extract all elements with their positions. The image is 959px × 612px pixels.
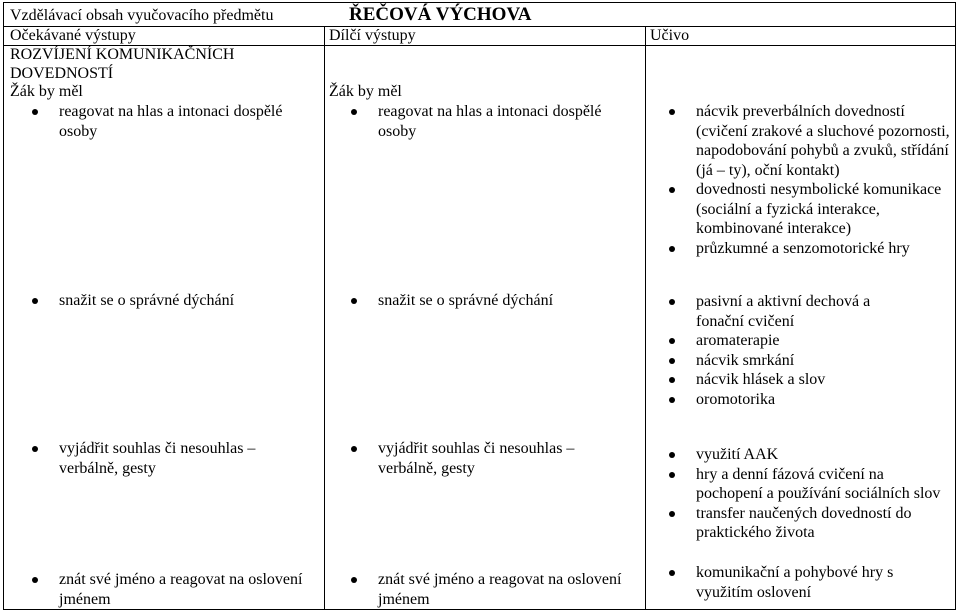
list-item: pasivní a aktivní dechová a fonační cvičení <box>669 292 919 331</box>
list-item: reagovat na hlas a intonaci dospělé osoby <box>32 102 312 142</box>
column-header-partial: Dílčí výstupy <box>329 27 416 44</box>
row3-partial <box>351 439 601 479</box>
row4-expected <box>32 570 317 610</box>
list-item: nácvik preverbálních dovedností (cvičení zrakové a sluchové pozornosti, napodobování pohybů a zvuků, střídání (já – ty), oční kontakt) <box>669 102 952 180</box>
list-item: aromaterapie <box>669 331 919 351</box>
list-item: oromotorika <box>669 390 919 410</box>
row1-partial <box>351 102 631 142</box>
row2-expected <box>32 291 312 311</box>
list-item: reagovat na hlas a intonaci dospělé osoby <box>351 102 631 142</box>
list-item: průzkumné a senzomotorické hry <box>669 239 952 259</box>
column-divider-1 <box>324 26 325 610</box>
column-header-expected: Očekávané výstupy <box>10 27 136 44</box>
subject-title: ŘEČOVÁ VÝCHOVA <box>349 4 532 25</box>
row4-partial <box>351 570 636 610</box>
section-intro-expected: Žák by měl <box>10 83 83 100</box>
row1-curriculum <box>669 102 952 258</box>
list-item: nácvik hlásek a slov <box>669 370 919 390</box>
section-title-line2: DOVEDNOSTÍ <box>10 65 114 82</box>
row2-partial <box>351 291 631 311</box>
list-item: znát své jméno a reagovat na oslovení jménem <box>351 570 636 610</box>
table-rule-header <box>3 26 956 27</box>
row2-curriculum <box>669 292 919 409</box>
section-title-line1: ROZVÍJENÍ KOMUNIKAČNÍCH <box>10 46 235 63</box>
section-intro-partial: Žák by měl <box>329 83 402 100</box>
list-item: využití AAK <box>669 445 952 465</box>
list-item: hry a denní fázová cvičení na pochopení a používání sociálních slov <box>669 465 952 504</box>
list-item: transfer naučených dovedností do praktického života <box>669 504 952 543</box>
row3-curriculum <box>669 445 952 543</box>
row3-expected <box>32 439 282 479</box>
list-item: snažit se o správné dýchání <box>351 291 631 311</box>
header-left-label: Vzdělávací obsah vyučovacího předmětu <box>10 7 274 24</box>
list-item: vyjádřit souhlas či nesouhlas – verbálně, gesty <box>351 439 601 479</box>
row4-curriculum <box>669 563 899 602</box>
row1-expected <box>32 102 312 142</box>
list-item: nácvik smrkání <box>669 351 919 371</box>
column-header-curriculum: Učivo <box>650 27 690 44</box>
list-item: snažit se o správné dýchání <box>32 291 312 311</box>
list-item: komunikační a pohybové hry s využitím oslovení <box>669 563 899 602</box>
column-divider-2 <box>645 26 646 610</box>
list-item: znát své jméno a reagovat na oslovení jménem <box>32 570 317 610</box>
list-item: vyjádřit souhlas či nesouhlas – verbálně, gesty <box>32 439 282 479</box>
list-item: dovednosti nesymbolické komunikace (sociální a fyzická interakce, kombinované interakce) <box>669 180 952 239</box>
